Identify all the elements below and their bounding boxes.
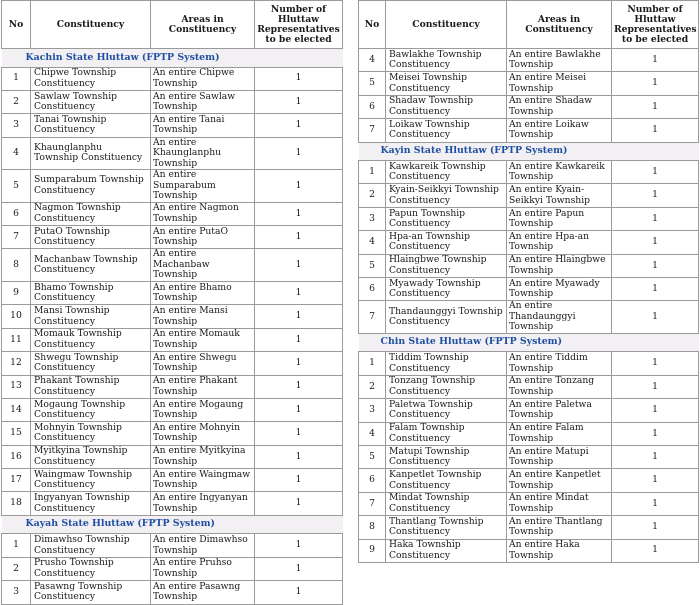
constituency-name: Bhamo Township Constituency [31, 281, 151, 304]
table-row [359, 399, 699, 422]
row-number: 1 [359, 161, 386, 184]
table-row [359, 207, 699, 230]
constituency-name: Pasawng Township Constituency [31, 581, 151, 604]
table-row [359, 49, 699, 72]
constituency-area: An entire Loikaw Township [507, 119, 612, 142]
table-row [359, 469, 699, 492]
constituency-name: Myawady Township Constituency [386, 278, 507, 301]
constituency-name: Myitkyina Township Constituency [31, 445, 151, 468]
representatives-count: 1 [255, 67, 343, 90]
constituency-area: An entire Ingyanyan Township [151, 492, 255, 515]
constituency-name: Kanpetlet Township Constituency [386, 469, 507, 492]
row-number: 9 [359, 539, 386, 562]
row-number: 3 [2, 114, 31, 137]
row-number: 14 [2, 398, 31, 421]
constituency-area: An entire Pasawng Township [151, 581, 255, 604]
constituency-name: Paletwa Township Constituency [386, 399, 507, 422]
constituency-name: Chipwe Township Constituency [31, 67, 151, 90]
row-number: 4 [359, 231, 386, 254]
row-number: 5 [359, 72, 386, 95]
constituency-area: An entire Nagmon Township [151, 202, 255, 225]
row-number: 4 [359, 49, 386, 72]
table-row [2, 352, 343, 375]
section-header-row [359, 142, 699, 161]
representatives-count: 1 [255, 305, 343, 328]
constituency-area: An entire Momauk Township [151, 328, 255, 351]
constituency-area: An entire Thantlang Township [507, 516, 612, 539]
constituency-area: An entire Khaunglanphu Township [151, 137, 255, 170]
table-row [359, 301, 699, 334]
representatives-count: 1 [255, 114, 343, 137]
table-row [359, 539, 699, 562]
row-number: 6 [359, 95, 386, 118]
constituency-area: An entire Mindat Township [507, 492, 612, 515]
constituency-area: An entire Sawlaw Township [151, 90, 255, 113]
table-row [2, 398, 343, 421]
table-row [359, 352, 699, 375]
table-row [359, 231, 699, 254]
table-row [2, 114, 343, 137]
constituency-area: An entire Bawlakhe Township [507, 49, 612, 72]
constituency-name: Falam Township Constituency [386, 422, 507, 445]
constituency-name: Hlaingbwe Township Constituency [386, 254, 507, 277]
constituency-name: Machanbaw Township Constituency [31, 249, 151, 282]
row-number: 5 [2, 170, 31, 203]
row-number: 9 [2, 281, 31, 304]
table-row [359, 95, 699, 118]
row-number: 7 [359, 492, 386, 515]
table-row [2, 90, 343, 113]
row-number: 7 [359, 301, 386, 334]
constituency-area: An entire Tiddim Township [507, 352, 612, 375]
constituency-area: An entire Bhamo Township [151, 281, 255, 304]
table-row [359, 72, 699, 95]
row-number: 7 [2, 226, 31, 249]
row-number: 5 [359, 445, 386, 468]
representatives-count: 1 [255, 469, 343, 492]
table-row [2, 422, 343, 445]
table-header-row [2, 1, 343, 49]
constituency-area: An entire Haka Township [507, 539, 612, 562]
header-reps: Number of Hluttaw Representatives to be elected [612, 1, 699, 49]
row-number: 4 [359, 422, 386, 445]
table-row [2, 534, 343, 557]
row-number: 3 [359, 399, 386, 422]
constituency-name: PutaO Township Constituency [31, 226, 151, 249]
constituency-name: Momauk Township Constituency [31, 328, 151, 351]
row-number: 5 [359, 254, 386, 277]
representatives-count: 1 [255, 90, 343, 113]
row-number: 1 [2, 67, 31, 90]
table-row [359, 119, 699, 142]
section-header-row [2, 515, 343, 534]
representatives-count: 1 [612, 445, 699, 468]
constituency-area: An entire Shadaw Township [507, 95, 612, 118]
constituency-area: An entire Sumparabum Township [151, 170, 255, 203]
constituency-name: Thantlang Township Constituency [386, 516, 507, 539]
representatives-count: 1 [255, 375, 343, 398]
representatives-count: 1 [612, 422, 699, 445]
constituency-area: An entire Myitkyina Township [151, 445, 255, 468]
table-row [2, 469, 343, 492]
constituency-name: Ingyanyan Township Constituency [31, 492, 151, 515]
header-no: No [359, 1, 386, 49]
row-number: 4 [2, 137, 31, 170]
constituency-area: An entire Kanpetlet Township [507, 469, 612, 492]
constituency-name: Waingmaw Township Constituency [31, 469, 151, 492]
constituency-name: Shadaw Township Constituency [386, 95, 507, 118]
row-number: 10 [2, 305, 31, 328]
representatives-count: 1 [612, 469, 699, 492]
constituency-area: An entire Falam Township [507, 422, 612, 445]
constituency-name: Meisei Township Constituency [386, 72, 507, 95]
representatives-count: 1 [255, 202, 343, 225]
header-areas: Areas in Constituency [507, 1, 612, 49]
constituency-name: Khaunglanphu Township Constituency [31, 137, 151, 170]
representatives-count: 1 [255, 557, 343, 580]
representatives-count: 1 [612, 352, 699, 375]
representatives-count: 1 [612, 278, 699, 301]
constituency-name: Bawlakhe Township Constituency [386, 49, 507, 72]
representatives-count: 1 [612, 184, 699, 207]
constituency-area: An entire Shwegu Township [151, 352, 255, 375]
row-number: 1 [359, 352, 386, 375]
representatives-count: 1 [255, 445, 343, 468]
row-number: 12 [2, 352, 31, 375]
representatives-count: 1 [255, 352, 343, 375]
table-row [359, 254, 699, 277]
constituency-area: An entire Thandaunggyi Township [507, 301, 612, 334]
constituency-name: Papun Township Constituency [386, 207, 507, 230]
row-number: 8 [2, 249, 31, 282]
section-title: Kayin State Hluttaw (FPTP System) [359, 142, 699, 161]
row-number: 6 [359, 469, 386, 492]
constituency-name: Mogaung Township Constituency [31, 398, 151, 421]
constituency-area: An entire Kawkareik Township [507, 161, 612, 184]
row-number: 2 [359, 184, 386, 207]
constituency-area: An entire Matupi Township [507, 445, 612, 468]
table-row [2, 328, 343, 351]
representatives-count: 1 [612, 516, 699, 539]
representatives-count: 1 [612, 301, 699, 334]
constituency-area: An entire Mansi Township [151, 305, 255, 328]
constituency-name: Dimawhso Township Constituency [31, 534, 151, 557]
representatives-count: 1 [255, 398, 343, 421]
section-header-row [359, 333, 699, 352]
constituency-area: An entire Tonzang Township [507, 375, 612, 398]
representatives-count: 1 [612, 49, 699, 72]
constituency-area: An entire Tanai Township [151, 114, 255, 137]
table-row [2, 581, 343, 604]
representatives-count: 1 [255, 328, 343, 351]
row-number: 16 [2, 445, 31, 468]
right-table-body [359, 49, 699, 563]
row-number: 3 [2, 581, 31, 604]
constituency-area: An entire Waingmaw Township [151, 469, 255, 492]
constituency-name: Loikaw Township Constituency [386, 119, 507, 142]
constituency-name: Haka Township Constituency [386, 539, 507, 562]
representatives-count: 1 [612, 399, 699, 422]
header-no: No [2, 1, 31, 49]
representatives-count: 1 [612, 207, 699, 230]
table-row [2, 137, 343, 170]
table-row [2, 249, 343, 282]
constituency-name: Mansi Township Constituency [31, 305, 151, 328]
constituency-name: Shwegu Township Constituency [31, 352, 151, 375]
table-row [359, 184, 699, 207]
representatives-count: 1 [612, 375, 699, 398]
constituency-area: An entire Mogaung Township [151, 398, 255, 421]
table-row [2, 170, 343, 203]
table-row [359, 278, 699, 301]
table-row [2, 226, 343, 249]
constituency-name: Kawkareik Township Constituency [386, 161, 507, 184]
constituency-name: Nagmon Township Constituency [31, 202, 151, 225]
constituency-name: Hpa-an Township Constituency [386, 231, 507, 254]
table-header-row [359, 1, 699, 49]
constituency-area: An entire PutaO Township [151, 226, 255, 249]
table-row [359, 422, 699, 445]
left-table-panel [1, 0, 343, 605]
table-row [359, 445, 699, 468]
table-row [2, 281, 343, 304]
representatives-count: 1 [255, 137, 343, 170]
constituency-area: An entire Machanbaw Township [151, 249, 255, 282]
row-number: 2 [2, 557, 31, 580]
representatives-count: 1 [255, 249, 343, 282]
table-row [359, 516, 699, 539]
table-row [2, 492, 343, 515]
row-number: 2 [2, 90, 31, 113]
header-reps: Number of Hluttaw Representatives to be elected [255, 1, 343, 49]
constituency-name: Matupi Township Constituency [386, 445, 507, 468]
left-constituency-table [1, 0, 343, 605]
row-number: 13 [2, 375, 31, 398]
right-constituency-table [358, 0, 699, 563]
header-areas: Areas in Constituency [151, 1, 255, 49]
constituency-area: An entire Papun Township [507, 207, 612, 230]
table-row [2, 375, 343, 398]
constituency-name: Kyain-Seikkyi Township Constituency [386, 184, 507, 207]
table-row [2, 305, 343, 328]
row-number: 11 [2, 328, 31, 351]
constituency-name: Thandaunggyi Township Constituency [386, 301, 507, 334]
row-number: 17 [2, 469, 31, 492]
left-table-body [2, 49, 343, 605]
representatives-count: 1 [255, 226, 343, 249]
constituency-name: Sumparabum Township Constituency [31, 170, 151, 203]
representatives-count: 1 [612, 254, 699, 277]
representatives-count: 1 [255, 534, 343, 557]
representatives-count: 1 [255, 492, 343, 515]
constituency-name: Tiddim Township Constituency [386, 352, 507, 375]
representatives-count: 1 [612, 119, 699, 142]
row-number: 15 [2, 422, 31, 445]
row-number: 2 [359, 375, 386, 398]
constituency-area: An entire Phakant Township [151, 375, 255, 398]
header-constituency: Constituency [31, 1, 151, 49]
row-number: 7 [359, 119, 386, 142]
constituency-area: An entire Myawady Township [507, 278, 612, 301]
table-row [2, 67, 343, 90]
representatives-count: 1 [255, 170, 343, 203]
table-row [359, 492, 699, 515]
constituency-area: An entire Mohnyin Township [151, 422, 255, 445]
section-header-row [2, 49, 343, 68]
representatives-count: 1 [612, 95, 699, 118]
row-number: 3 [359, 207, 386, 230]
constituency-area: An entire Pruhso Township [151, 557, 255, 580]
representatives-count: 1 [612, 492, 699, 515]
table-row [2, 557, 343, 580]
table-row [2, 202, 343, 225]
header-constituency: Constituency [386, 1, 507, 49]
section-title: Kayah State Hluttaw (FPTP System) [2, 515, 343, 534]
table-row [359, 375, 699, 398]
section-title: Chin State Hluttaw (FPTP System) [359, 333, 699, 352]
constituency-name: Tanai Township Constituency [31, 114, 151, 137]
constituency-name: Phakant Township Constituency [31, 375, 151, 398]
table-row [2, 445, 343, 468]
constituency-area: An entire Hpa-an Township [507, 231, 612, 254]
row-number: 18 [2, 492, 31, 515]
row-number: 6 [359, 278, 386, 301]
representatives-count: 1 [255, 422, 343, 445]
section-title: Kachin State Hluttaw (FPTP System) [2, 49, 343, 68]
representatives-count: 1 [612, 539, 699, 562]
constituency-name: Mindat Township Constituency [386, 492, 507, 515]
representatives-count: 1 [255, 281, 343, 304]
constituency-name: Tonzang Township Constituency [386, 375, 507, 398]
constituency-area: An entire Meisei Township [507, 72, 612, 95]
row-number: 1 [2, 534, 31, 557]
right-table-panel [358, 0, 699, 563]
constituency-area: An entire Paletwa Township [507, 399, 612, 422]
table-row [359, 161, 699, 184]
row-number: 8 [359, 516, 386, 539]
representatives-count: 1 [255, 581, 343, 604]
representatives-count: 1 [612, 231, 699, 254]
constituency-area: An entire Hlaingbwe Township [507, 254, 612, 277]
constituency-area: An entire Chipwe Township [151, 67, 255, 90]
representatives-count: 1 [612, 161, 699, 184]
constituency-area: An entire Kyain-Seikkyi Township [507, 184, 612, 207]
representatives-count: 1 [612, 72, 699, 95]
row-number: 6 [2, 202, 31, 225]
constituency-area: An entire Dimawhso Township [151, 534, 255, 557]
constituency-name: Mohnyin Township Constituency [31, 422, 151, 445]
constituency-name: Sawlaw Township Constituency [31, 90, 151, 113]
constituency-name: Prusho Township Constituency [31, 557, 151, 580]
